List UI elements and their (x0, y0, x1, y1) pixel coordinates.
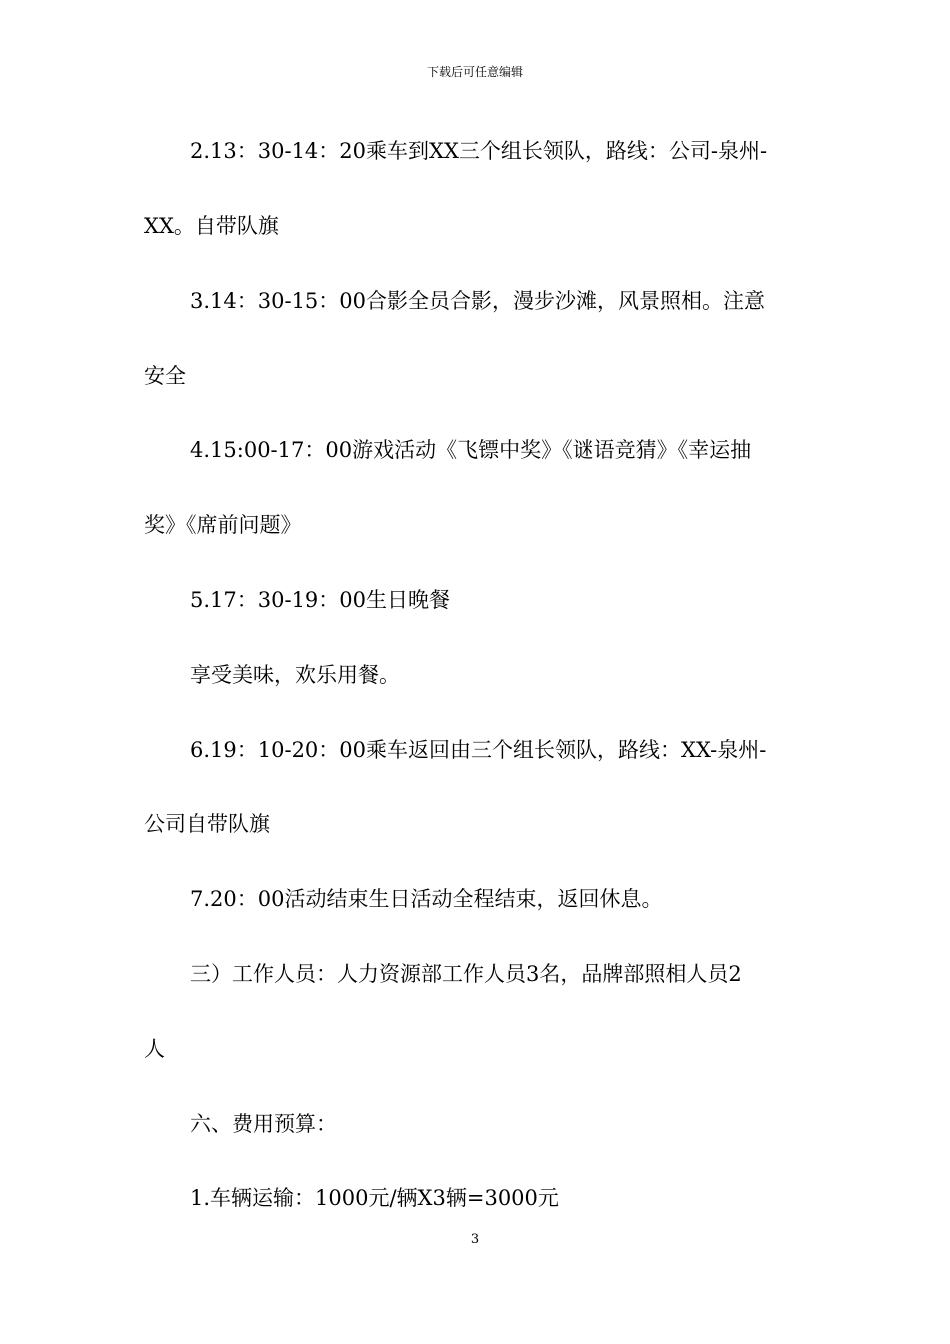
body-line: 安全 (144, 364, 186, 388)
body-line: 7.20：00活动结束生日活动全程结束，返回休息。 (190, 887, 663, 911)
body-line: 4.15:00-17：00游戏活动《飞镖中奖》《谜语竞猜》《幸运抽 (190, 438, 752, 462)
body-line: 5.17：30-19：00生日晚餐 (190, 588, 451, 612)
body-line: 奖》《席前问题》 (144, 513, 302, 537)
body-line: 3.14：30-15：00合影全员合影，漫步沙滩，风景照相。注意 (190, 289, 766, 313)
body-line: 六、费用预算： (190, 1112, 337, 1136)
body-line: 享受美味，欢乐用餐。 (190, 663, 400, 687)
body-line: 公司自带队旗 (144, 812, 270, 836)
page-number: 3 (470, 1232, 480, 1247)
body-line: 三）工作人员：人力资源部工作人员3名，品牌部照相人员2 (190, 962, 742, 986)
body-line: 1.车辆运输：1000元/辆X3辆=3000元 (190, 1186, 559, 1210)
body-line: XX。自带队旗 (144, 214, 279, 238)
body-line: 6.19：10-20：00乘车返回由三个组长领队，路线：XX-泉州- (190, 738, 767, 762)
body-line: 2.13：30-14：20乘车到XX三个组长领队，路线：公司-泉州- (190, 139, 768, 163)
body-line: 人 (144, 1037, 165, 1061)
page-header: 下载后可任意编辑 (426, 65, 523, 79)
